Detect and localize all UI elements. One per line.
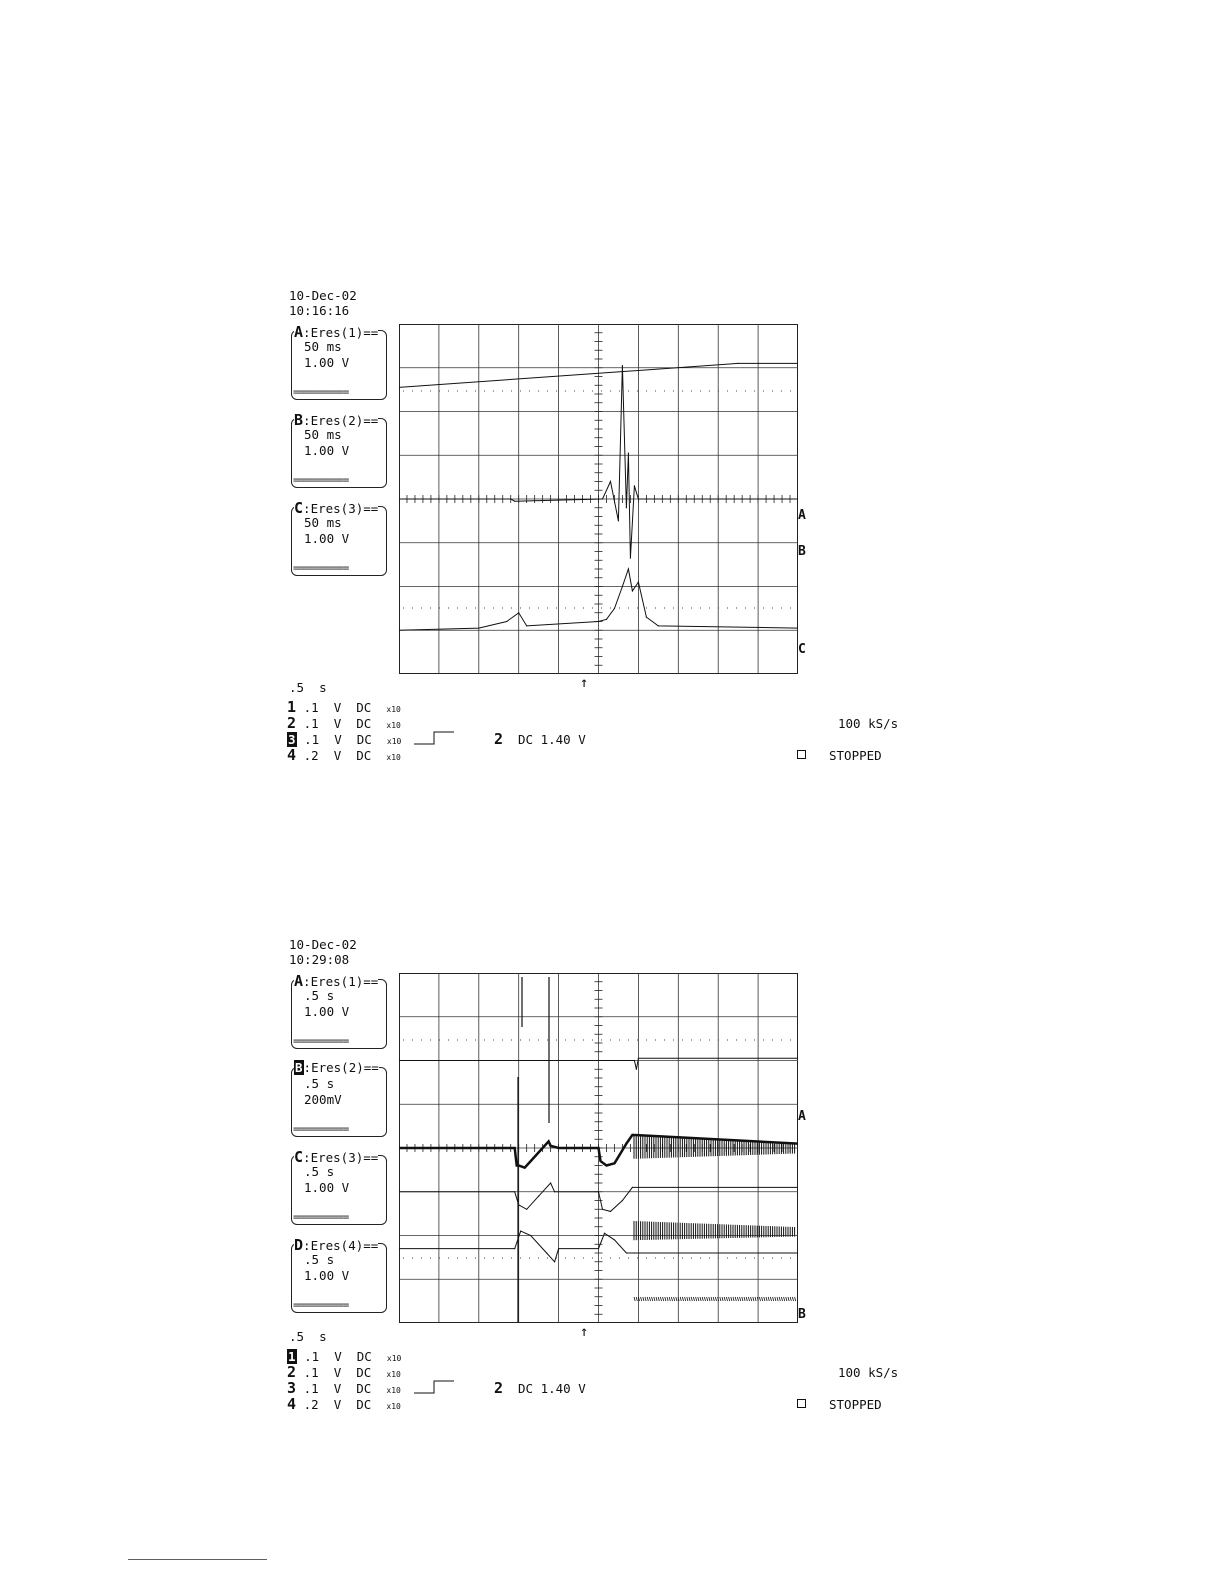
trace-volt-div: 1.00 V — [304, 1180, 350, 1195]
trace-volt-div: 1.00 V — [304, 1268, 350, 1283]
probe-factor: x10 — [386, 1386, 401, 1395]
channel-coupling: DC — [356, 1365, 372, 1380]
probe-factor: x10 — [386, 721, 401, 730]
channel-row — [287, 732, 401, 749]
channel-number: 2 — [287, 1363, 297, 1381]
capture-date: 10-Dec-02 — [289, 288, 357, 303]
channel-number: 1 — [288, 1349, 296, 1364]
trace-point — [514, 1191, 515, 1192]
channel-scale: .1 — [303, 700, 319, 715]
footnote-rule — [128, 1559, 267, 1560]
channel-unit: V — [333, 1381, 342, 1396]
trace-source: Eres(1) — [310, 325, 364, 340]
channel-row — [287, 1381, 401, 1398]
channel-marker-b: B — [798, 544, 806, 559]
acquisition-status-icon — [797, 750, 806, 759]
trace-point — [510, 498, 511, 499]
capture-time: 10:16:16 — [289, 303, 350, 318]
trace-point — [618, 520, 619, 521]
channel-row — [287, 1365, 401, 1382]
channel-coupling: DC — [356, 1397, 372, 1412]
channel-marker-b: B — [798, 1307, 806, 1322]
trace-panel-title: A:Eres(1)== — [294, 323, 379, 341]
trace-point — [622, 365, 623, 366]
channel-unit: V — [333, 1365, 342, 1380]
trace-source: Eres(3) — [310, 501, 364, 516]
acquisition-status-icon — [797, 1399, 806, 1408]
trigger-channel: 2 — [494, 1379, 504, 1397]
channel-unit: V — [333, 748, 342, 763]
probe-factor: x10 — [386, 753, 401, 762]
trace-time-div: .5 s — [304, 1252, 335, 1267]
trace-source: Eres(2) — [311, 1060, 364, 1075]
trace-source: Eres(1) — [310, 974, 364, 989]
channel-row — [287, 716, 401, 733]
acquisition-status: STOPPED — [829, 1397, 882, 1412]
trace-point — [530, 1161, 531, 1162]
trace-point — [630, 557, 631, 558]
trigger-level: DC 1.40 V — [518, 732, 586, 747]
sample-rate: 100 kS/s — [838, 716, 899, 731]
trace-panel-title: D:Eres(4)== — [294, 1236, 379, 1254]
trace-time-div: .5 s — [304, 988, 335, 1003]
trace-point — [598, 1147, 599, 1148]
channel-marker-a: A — [798, 1109, 806, 1124]
trace-point — [632, 590, 633, 591]
trace-point — [628, 568, 629, 569]
trace-point — [550, 1182, 551, 1183]
channel-scale: .2 — [303, 1397, 319, 1412]
trace-point — [514, 1147, 515, 1148]
trace-point — [638, 582, 639, 583]
trace-time-div: 50 ms — [304, 339, 342, 354]
scope-grid — [399, 324, 798, 674]
trace-point — [558, 1147, 559, 1148]
trace-point — [738, 363, 739, 364]
trace-point — [606, 1165, 607, 1166]
trace-point — [598, 1248, 599, 1249]
trace-point — [614, 608, 615, 609]
scope-capture-1 — [0, 280, 1224, 800]
probe-factor: x10 — [386, 1402, 401, 1411]
trace-source: Eres(4) — [310, 1238, 364, 1253]
trace-panel-title: C:Eres(3)== — [294, 499, 379, 517]
probe-factor: x10 — [386, 737, 402, 746]
trace-point — [598, 1191, 599, 1192]
acquisition-status: STOPPED — [829, 748, 882, 763]
trigger-edge-icon — [414, 730, 456, 746]
trace-point — [606, 619, 607, 620]
channel-marker-a: A — [798, 508, 806, 523]
trace-point — [626, 1252, 627, 1253]
trigger-position-arrow: ↑ — [580, 1324, 589, 1340]
channel-coupling: DC — [356, 748, 372, 763]
trace-volt-div: 1.00 V — [304, 1004, 350, 1019]
trace-point — [514, 501, 515, 502]
trace-panel-footer: =========== — [293, 1124, 349, 1135]
trace-point — [614, 1163, 615, 1164]
trace-time-div: 50 ms — [304, 515, 342, 530]
trace-panel-footer: =========== — [293, 1036, 349, 1047]
trace-point — [602, 1209, 603, 1210]
trace-panel-footer: =========== — [293, 1300, 349, 1311]
trace-point — [638, 1058, 639, 1059]
channel-scale: .1 — [303, 716, 319, 731]
timebase: .5 s — [289, 1329, 327, 1344]
trace-point — [518, 612, 519, 613]
trace-point — [558, 1248, 559, 1249]
channel-number: 1 — [287, 698, 297, 716]
trace-volt-div: 1.00 V — [304, 355, 350, 370]
trace-point — [634, 1060, 635, 1061]
sample-rate: 100 kS/s — [838, 1365, 899, 1380]
trace-point — [610, 1211, 611, 1212]
trigger-level: DC 1.40 V — [518, 1381, 586, 1396]
channel-unit: V — [333, 716, 342, 731]
trace-point — [658, 625, 659, 626]
trace-point — [634, 485, 635, 486]
channel-number: 3 — [287, 1379, 297, 1397]
trace-source: Eres(3) — [310, 1150, 364, 1165]
channel-coupling: DC — [356, 716, 372, 731]
trace-point — [546, 1252, 547, 1253]
trace-point — [636, 1069, 637, 1070]
channel-row — [287, 700, 401, 717]
trace-point — [632, 1187, 633, 1188]
trace-panel-title: C:Eres(3)== — [294, 1148, 379, 1166]
capture-time: 10:29:08 — [289, 952, 350, 967]
trace-point — [542, 1147, 543, 1148]
trace-point — [524, 1167, 525, 1168]
trace-panel-title: A:Eres(1)== — [294, 972, 379, 990]
channel-scale: .1 — [303, 1365, 319, 1380]
trace-point — [626, 1143, 627, 1144]
trace-point — [634, 1252, 635, 1253]
probe-factor: x10 — [386, 1354, 402, 1363]
trace-source: Eres(2) — [310, 413, 364, 428]
trace-point — [538, 1196, 539, 1197]
trace-panel-footer: =========== — [293, 563, 349, 574]
trace-panel-title: B:Eres(2)== — [295, 1060, 379, 1075]
trace-label: C — [294, 1148, 304, 1166]
trace-point — [516, 1165, 517, 1166]
trace-label: B — [295, 1060, 303, 1075]
trace-label: B — [294, 411, 304, 429]
trace-point — [506, 621, 507, 622]
trace-label: A — [294, 972, 304, 990]
trace-point — [610, 481, 611, 482]
trace-point — [548, 1141, 549, 1142]
channel-scale: .1 — [303, 1381, 319, 1396]
trace-point — [628, 452, 629, 453]
trace-label: A — [294, 323, 304, 341]
channel-unit: V — [333, 1397, 342, 1412]
trace-point — [622, 586, 623, 587]
trace-point — [626, 507, 627, 508]
trace-time-div: .5 s — [304, 1164, 335, 1179]
trace-label: D — [294, 1236, 304, 1254]
trace-label: C — [294, 499, 304, 517]
channel-unit: V — [334, 732, 342, 747]
channel-number: 3 — [288, 732, 296, 747]
probe-factor: x10 — [386, 705, 401, 714]
trace-point — [478, 627, 479, 628]
probe-factor: x10 — [386, 1370, 401, 1379]
channel-coupling: DC — [356, 732, 372, 747]
trace-point — [530, 1235, 531, 1236]
channel-row — [287, 748, 401, 765]
trigger-position-arrow: ↑ — [580, 675, 589, 691]
trace-point — [554, 1261, 555, 1262]
channel-number: 4 — [287, 746, 297, 764]
trace-panel-title: B:Eres(2)== — [294, 411, 379, 429]
trace-point — [550, 1145, 551, 1146]
scope-grid — [399, 973, 798, 1323]
trace-panel-footer: =========== — [293, 387, 349, 398]
scope-capture-2 — [0, 929, 1224, 1449]
trace-time-div: .5 s — [304, 1076, 335, 1091]
trace-point — [614, 1239, 615, 1240]
trace-panel-footer: =========== — [293, 475, 349, 486]
trigger-channel: 2 — [494, 730, 504, 748]
trace-point — [526, 625, 527, 626]
trace-point — [554, 1191, 555, 1192]
channel-unit: V — [333, 700, 342, 715]
channel-coupling: DC — [356, 1349, 372, 1364]
trace-point — [600, 1161, 601, 1162]
capture-date: 10-Dec-02 — [289, 937, 357, 952]
trace-volt-div: 1.00 V — [304, 531, 350, 546]
channel-coupling: DC — [356, 700, 372, 715]
trace-point — [638, 498, 639, 499]
trace-time-div: 50 ms — [304, 427, 342, 442]
trace-point — [646, 617, 647, 618]
trace-point — [622, 1200, 623, 1201]
trace-point — [598, 621, 599, 622]
channel-number: 4 — [287, 1395, 297, 1413]
channel-scale: .2 — [303, 748, 319, 763]
trace-point — [520, 1231, 521, 1232]
trace-point — [604, 1233, 605, 1234]
trace-point — [514, 1248, 515, 1249]
channel-scale: .1 — [304, 1349, 320, 1364]
channel-number: 2 — [287, 714, 297, 732]
trace-point — [602, 498, 603, 499]
trace-panel-footer: =========== — [293, 1212, 349, 1223]
trace-volt-div: 1.00 V — [304, 443, 350, 458]
trace-volt-div: 200mV — [304, 1092, 342, 1107]
channel-row — [287, 1397, 401, 1414]
trace-point — [632, 1134, 633, 1135]
trace-point — [526, 1209, 527, 1210]
channel-scale: .1 — [304, 732, 320, 747]
channel-marker-c: C — [798, 642, 806, 657]
trigger-edge-icon — [414, 1379, 456, 1395]
channel-row — [287, 1349, 401, 1366]
channel-coupling: DC — [356, 1381, 372, 1396]
channel-unit: V — [334, 1349, 342, 1364]
timebase: .5 s — [289, 680, 327, 695]
oscillation-burst — [634, 1135, 796, 1301]
